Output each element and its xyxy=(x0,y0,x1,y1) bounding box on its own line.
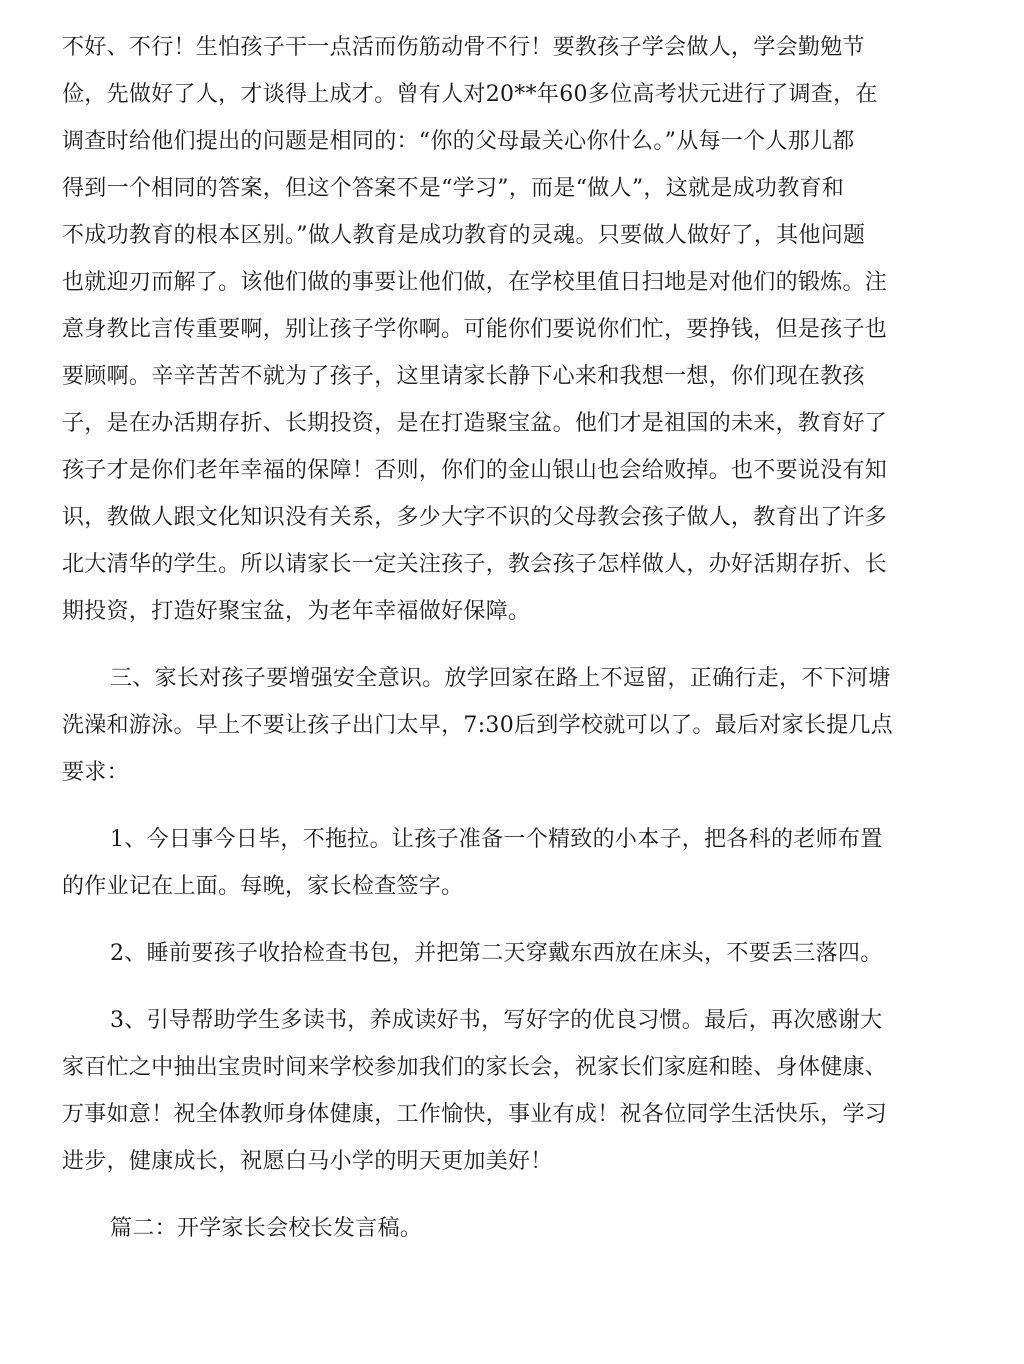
text-line: 北大清华的学生。所以请家长一定关注孩子，教会孩子怎样做人，办好活期存折、长 xyxy=(62,552,888,577)
text-line: 1、今日事今日毕，不拖拉。让孩子准备一个精致的小本子，把各科的老师布置 xyxy=(110,827,883,852)
text-line: 得到一个相同的答案，但这个答案不是“学习”，而是“做人”，这就是成功教育和 xyxy=(62,176,845,201)
text-line: 2、睡前要孩子收拾检查书包，并把第二天穿戴东西放在床头，不要丢三落四。 xyxy=(110,941,883,966)
document-body xyxy=(62,24,926,1252)
text-line: 俭，先做好了人，才谈得上成才。曾有人对20**年60多位高考状元进行了调查，在 xyxy=(62,82,878,107)
paragraph-parenting-education xyxy=(62,24,926,635)
paragraph-requirement-1 xyxy=(62,816,926,910)
text-line: 的作业记在上面。每晚，家长检查签字。 xyxy=(62,874,464,899)
paragraph-safety-awareness xyxy=(62,655,926,796)
paragraph-requirement-3 xyxy=(62,997,926,1185)
text-line: 要求： xyxy=(62,760,129,785)
text-line: 子，是在办活期存折、长期投资，是在打造聚宝盆。他们才是祖国的未来，教育好了 xyxy=(62,411,888,436)
section-heading-part-two xyxy=(62,1205,926,1252)
text-line: 识，教做人跟文化知识没有关系，多少大字不识的父母教会孩子做人，教育出了许多 xyxy=(62,505,888,530)
text-line: 篇二：开学家长会校长发言稿。 xyxy=(110,1216,423,1241)
text-line: 期投资，打造好聚宝盆，为老年幸福做好保障。 xyxy=(62,599,531,624)
paragraph-spacer xyxy=(62,910,926,930)
paragraph-requirement-2 xyxy=(62,930,926,977)
text-line: 三、家长对孩子要增强安全意识。放学回家在路上不逗留，正确行走，不下河塘 xyxy=(110,666,891,691)
text-line: 也就迎刃而解了。该他们做的事要让他们做，在学校里值日扫地是对他们的锻炼。注 xyxy=(62,270,888,295)
text-line: 孩子才是你们老年幸福的保障！否则，你们的金山银山也会给败掉。也不要说没有知 xyxy=(62,458,888,483)
text-line: 意身教比言传重要啊，别让孩子学你啊。可能你们要说你们忙，要挣钱，但是孩子也 xyxy=(62,317,888,342)
paragraph-spacer xyxy=(62,796,926,816)
paragraph-spacer xyxy=(62,635,926,655)
text-line: 万事如意！祝全体教师身体健康，工作愉快，事业有成！祝各位同学生活快乐，学习 xyxy=(62,1102,888,1127)
paragraph-spacer xyxy=(62,1185,926,1205)
text-line: 3、引导帮助学生多读书，养成读好书，写好字的优良习惯。最后，再次感谢大 xyxy=(110,1008,883,1033)
text-line: 要顾啊。辛辛苦苦不就为了孩子，这里请家长静下心来和我想一想，你们现在教孩 xyxy=(62,364,865,389)
paragraph-spacer xyxy=(62,977,926,997)
text-line: 不好、不行！生怕孩子干一点活而伤筋动骨不行！要教孩子学会做人，学会勤勉节 xyxy=(62,35,865,60)
text-line: 调查时给他们提出的问题是相同的：“你的父母最关心你什么。”从每一个人那儿都 xyxy=(62,129,855,154)
text-line: 不成功教育的根本区别。”做人教育是成功教育的灵魂。只要做人做好了，其他问题 xyxy=(62,223,866,248)
text-line: 家百忙之中抽出宝贵时间来学校参加我们的家长会，祝家长们家庭和睦、身体健康、 xyxy=(62,1055,888,1080)
text-line: 进步，健康成长，祝愿白马小学的明天更加美好！ xyxy=(62,1149,553,1174)
text-line: 洗澡和游泳。早上不要让孩子出门太早，7:30后到学校就可以了。最后对家长提几点 xyxy=(62,713,894,738)
